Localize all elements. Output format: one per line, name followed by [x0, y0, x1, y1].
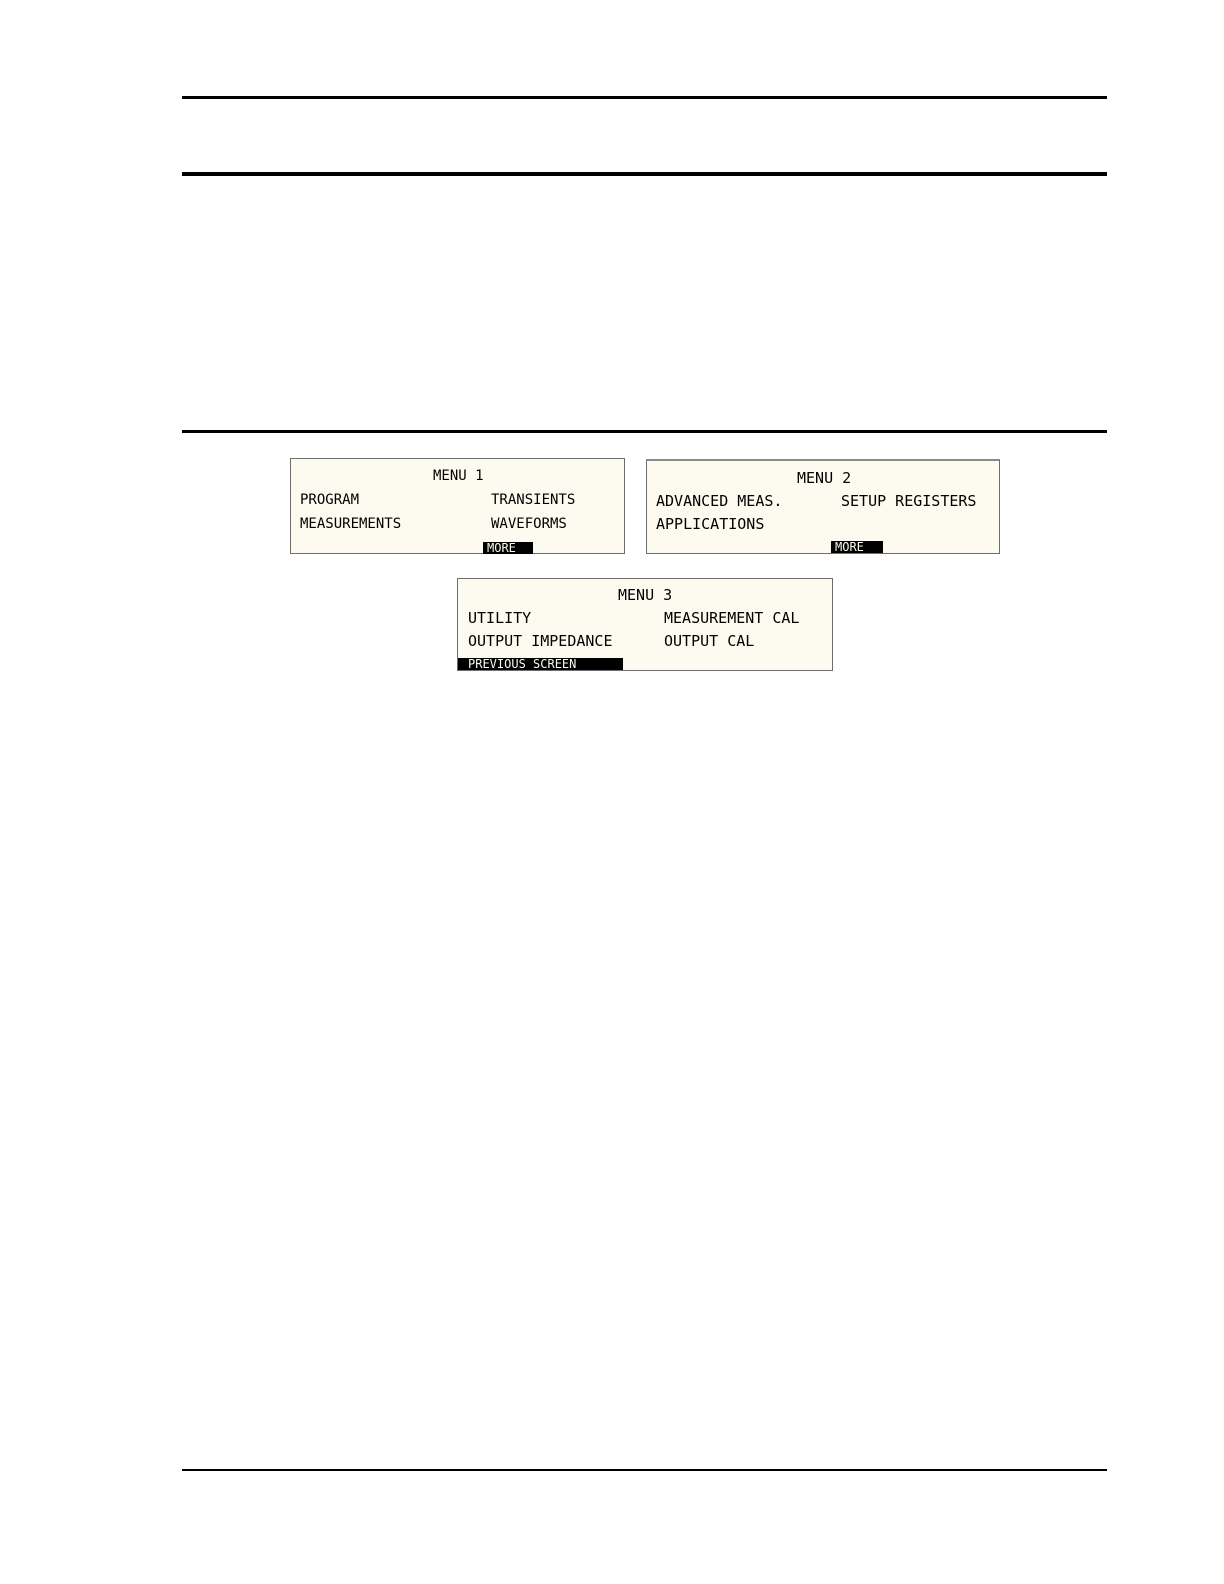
- section-rule: [182, 430, 1107, 433]
- menu-2-screen: [646, 459, 1000, 554]
- menu-3-title: MENU 3: [618, 586, 673, 604]
- menu-item-measurement-cal[interactable]: MEASUREMENT CAL: [664, 609, 800, 627]
- menu-item-waveforms[interactable]: WAVEFORMS: [491, 516, 567, 532]
- menu-item-output-impedance[interactable]: OUTPUT IMPEDANCE: [468, 632, 613, 650]
- more-softkey[interactable]: MORE: [831, 541, 883, 553]
- menu-item-setup-registers[interactable]: SETUP REGISTERS: [841, 492, 977, 510]
- menu-item-program[interactable]: PROGRAM: [300, 492, 360, 508]
- menu-item-advanced-meas[interactable]: ADVANCED MEAS.: [656, 492, 783, 510]
- menu-item-applications[interactable]: APPLICATIONS: [656, 515, 765, 533]
- header-rule-bottom: [182, 172, 1107, 176]
- menu-3-screen: [457, 578, 833, 671]
- menu-1-title: MENU 1: [433, 468, 484, 484]
- previous-screen-softkey[interactable]: PREVIOUS SCREEN: [458, 658, 623, 670]
- menu-item-transients[interactable]: TRANSIENTS: [491, 492, 576, 508]
- menu-2-title: MENU 2: [797, 469, 852, 487]
- header-rule-top: [182, 96, 1107, 99]
- footer-rule: [182, 1469, 1107, 1471]
- more-softkey[interactable]: MORE: [483, 542, 533, 554]
- menu-item-measurements[interactable]: MEASUREMENTS: [300, 516, 402, 532]
- menu-item-utility[interactable]: UTILITY: [468, 609, 532, 627]
- menu-item-output-cal[interactable]: OUTPUT CAL: [664, 632, 755, 650]
- menu-1-screen: [290, 458, 625, 554]
